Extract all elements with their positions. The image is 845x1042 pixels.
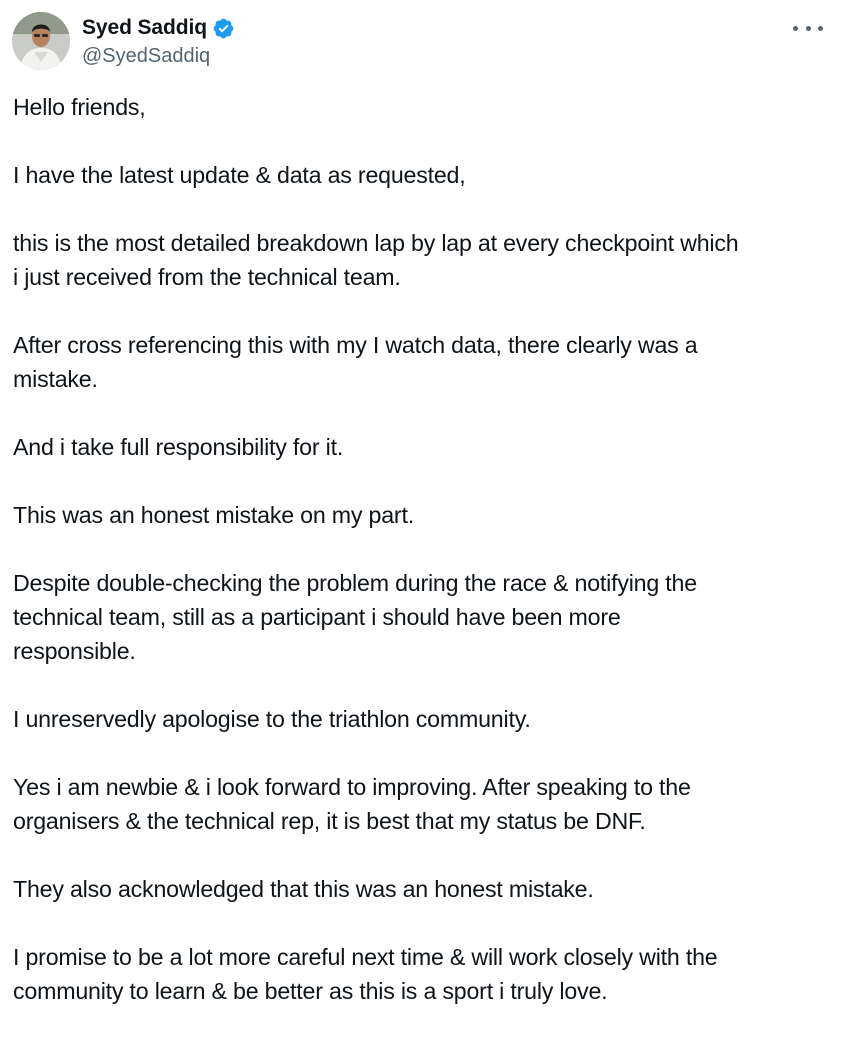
tweet-paragraph: I promise to be a lot more careful next time & will work closely with the community to learn & be better as this is a sport i truly love. — [13, 944, 718, 1004]
dot — [793, 26, 798, 31]
tweet-paragraph: Hello friends, — [13, 94, 146, 120]
tweet-paragraph: this is the most detailed breakdown lap by lap at every checkpoint which i just received from the technical team. — [13, 230, 739, 290]
more-menu-icon[interactable] — [793, 16, 823, 40]
tweet-text — [13, 90, 833, 1042]
avatar[interactable] — [12, 12, 70, 70]
tweet-paragraph: This was an honest mistake on my part. — [13, 502, 414, 528]
tweet-header — [12, 12, 833, 72]
dot — [806, 26, 811, 31]
display-name-row — [82, 14, 235, 42]
display-name[interactable]: Syed Saddiq — [82, 16, 207, 39]
tweet-paragraph: Despite double-checking the problem during the race & notifying the technical team, still as a participant i should have been more responsible. — [13, 570, 697, 664]
avatar-photo-icon — [12, 12, 70, 70]
author-handle[interactable]: @SyedSaddiq — [82, 45, 211, 67]
tweet-paragraph: I unreservedly apologise to the triathlon community. — [13, 706, 531, 732]
tweet-paragraph: I have the latest update & data as requested, — [13, 162, 466, 188]
author-names — [82, 14, 235, 68]
verified-badge-icon[interactable] — [212, 17, 235, 40]
tweet-paragraph: Yes i am newbie & i look forward to improving. After speaking to the organisers & the technical rep, it is best that my status be DNF. — [13, 774, 691, 834]
dot — [818, 26, 823, 31]
tweet-paragraph: And i take full responsibility for it. — [13, 434, 344, 460]
tweet-paragraph: After cross referencing this with my I watch data, there clearly was a mistake. — [13, 332, 698, 392]
tweet-paragraph: They also acknowledged that this was an honest mistake. — [13, 876, 594, 902]
